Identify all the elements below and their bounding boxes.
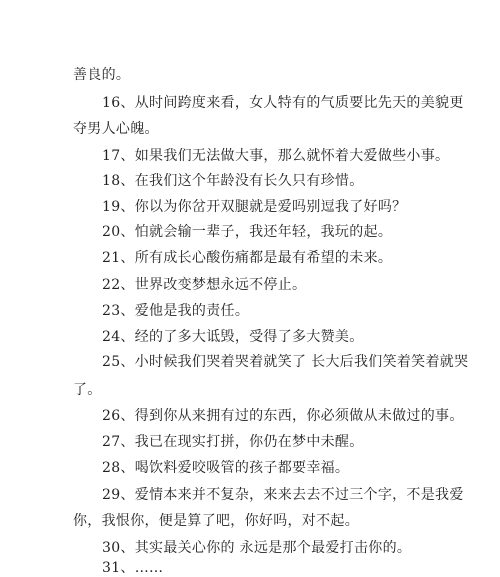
text-line: 21、所有成长心酸伤痛都是最有希望的未来。 [102,250,393,266]
text-line: 27、我已在现实打拼，你仍在梦中未醒。 [102,434,364,450]
text-line: 24、经的了多大诋毁，受得了多大赞美。 [102,329,364,345]
text-line: 30、其实最关心你的 永远是那个最爱打击你的。 [102,540,412,556]
text-line: 16、从时间跨度来看，女人特有的气质要比先天的美貌更 [102,95,464,111]
text-line: 了。 [73,382,102,398]
text-line: 26、得到你从来拥有过的东西，你必须做从未做过的事。 [102,408,464,424]
text-line: 29、爱情本来并不复杂，来来去去不过三个字，不是我爱 [102,487,464,503]
text-line: 夺男人心魄。 [73,121,159,137]
text-line: 31、…… [102,560,164,576]
text-line: 20、怕就会输一辈子，我还年轻，我玩的起。 [102,224,393,240]
text-line: 18、在我们这个年龄没有长久只有珍惜。 [102,173,364,189]
text-line: 22、世界改变梦想永远不停止。 [102,277,307,293]
text-line: 23、爱他是我的责任。 [102,303,250,319]
text-line: 你，我恨你，便是算了吧，你好吗，对不起。 [73,513,359,529]
cut-off-line [102,555,362,576]
text-line: 17、如果我们无法做大事，那么就怀着大爱做些小事。 [102,148,450,164]
text-line: 19、你以为你岔开双腿就是爱吗别逗我了好吗？ [102,199,407,215]
text-line: 28、喝饮料爱咬吸管的孩子都要幸福。 [102,460,350,476]
text-line: 25、小时候我们哭着哭着就笑了 长大后我们笑着笑着就哭 [102,354,469,370]
text-line: 善良的。 [73,67,131,83]
